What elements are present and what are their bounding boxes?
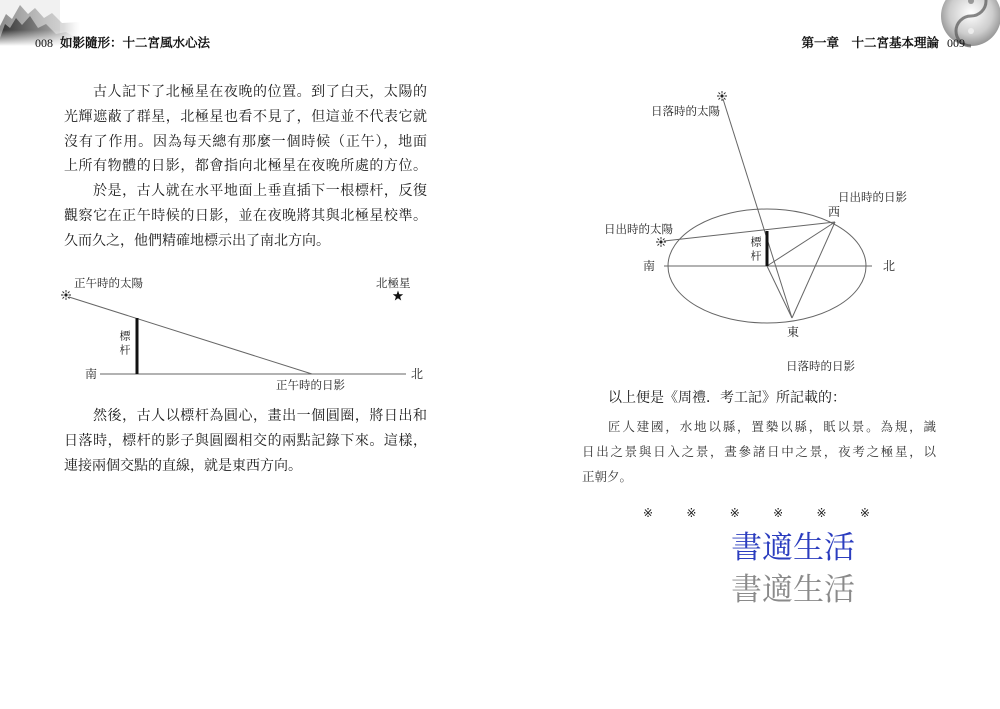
text-line: 沒有了作用。因為每天總有那麼一個時候（正午），地面 (64, 133, 427, 150)
text-line: 古人記下了北極星在夜晚的位置。到了白天，太陽的 (93, 84, 427, 100)
quote-line: 日出之景與日入之景，晝參諸日中之景，夜考之極星，以 (582, 444, 936, 459)
separator-mark: ※ (729, 506, 740, 520)
quote-intro (582, 386, 936, 411)
separator-mark: ※ (642, 506, 654, 520)
text-line: 連接兩個交點的直線，就是東西方向。 (64, 457, 302, 474)
separator-mark: ※ (686, 506, 697, 520)
pole-label: 標杆 (118, 330, 131, 358)
south-label: 南 (85, 367, 98, 381)
quote-line: 匠人建國，水地以縣，置槷以縣，眂以景。為規，識 (608, 419, 936, 434)
sunrise-sun-icon (656, 237, 666, 247)
paragraph-polestar (64, 80, 427, 179)
polestar-label: 北極星 (376, 276, 411, 290)
left-page-text-bottom (64, 404, 427, 478)
sun-icon (61, 290, 71, 300)
watermark-primary: 書適生活 (731, 530, 855, 566)
classic-quote (582, 414, 936, 489)
right-page-number: 009 (947, 36, 965, 50)
sunset-sun-label: 日落時的太陽 (651, 104, 720, 118)
left-running-header (35, 35, 210, 51)
text-line: 光輝遮蔽了群星，北極星也看不見了，但這並不代表它就 (64, 108, 427, 125)
sunset-shadow-line (767, 266, 792, 318)
sunrise-sun-label: 日出時的太陽 (604, 222, 673, 236)
text-line: 久而久之，他們精確地標示出了南北方向。 (64, 232, 330, 249)
paragraph-north-south (64, 179, 427, 253)
noon-shadow-label: 正午時的日影 (276, 378, 345, 392)
text-line: 日落時，標杆的影子與圓圈相交的兩點記錄下來。這樣， (64, 432, 427, 449)
paragraph-east-west (64, 404, 427, 478)
left-page-number: 008 (35, 36, 53, 50)
text-line: 觀察它在正午時候的日影，並在夜晚將其與北極星校準。 (64, 207, 427, 224)
right-running-header (801, 35, 965, 51)
section-separator (642, 505, 871, 521)
separator-mark: ※ (859, 506, 870, 520)
text-line: 然後，古人以標杆為圓心，畫出一個圓圈，將日出和 (93, 408, 427, 424)
separator-mark: ※ (773, 506, 784, 520)
sunset-ray-line (723, 99, 792, 318)
noon-sun-label: 正午時的太陽 (74, 276, 143, 290)
quote-line: 正朝夕。 (582, 469, 633, 484)
text-line: 上所有物體的日影，都會指向北極星在夜晚所處的方位。 (64, 158, 427, 175)
east-label: 東 (787, 325, 800, 339)
separator-mark: ※ (816, 506, 827, 520)
west-label: 西 (828, 205, 841, 219)
sunset-sun-icon (717, 91, 727, 101)
text-line: 於是，古人就在水平地面上垂直插下一根標杆，反復 (93, 183, 427, 200)
watermark-secondary: 書適生活 (731, 572, 855, 608)
sunrise-shadow-label: 日出時的日影 (838, 190, 907, 204)
book-title: 如影隨形：十二宮風水心法 (60, 35, 211, 50)
pole-label: 標杆 (749, 236, 762, 264)
north-label: 北 (411, 367, 424, 381)
south-label: 南 (643, 259, 656, 273)
sunset-shadow-label: 日落時的日影 (786, 359, 855, 373)
text-line: 以上便是《周禮．考工記》所記載的： (608, 390, 846, 406)
sun-ray-line (69, 297, 312, 374)
chapter-title: 第一章 十二宮基本理論 (801, 35, 939, 50)
star-icon (393, 291, 403, 301)
north-label: 北 (883, 259, 896, 273)
left-page-text-top (64, 80, 427, 254)
